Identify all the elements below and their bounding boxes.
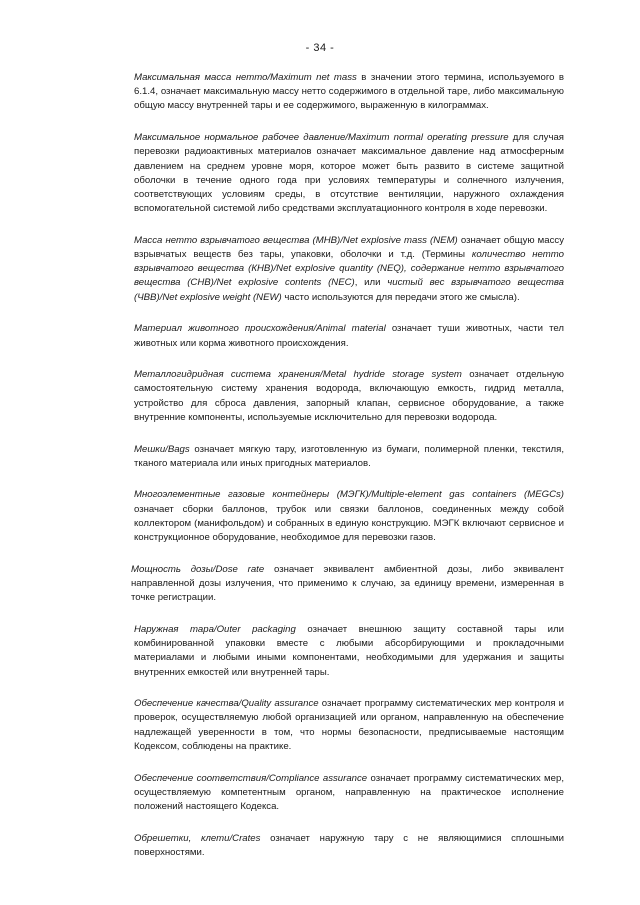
definition-text: , или <box>354 277 388 289</box>
definition-text: означает программу систематических мер контроля и проверок, осуществляемую любой организацией или органом, направленную на обеспечение надлежащей уверенности в том, что нормы безопасности, предписываемые настоящим Кодексом, соблюдены на практике. <box>134 698 564 752</box>
page-number: - 34 - <box>305 42 335 54</box>
definition-paragraph <box>134 71 564 114</box>
definition-paragraph <box>134 131 564 216</box>
definition-term: Металлогидридная система хранения/Metal hydride storage system <box>134 369 462 381</box>
definition-text: означает программу систематических мер, осуществляемую компетентным органом, направленную на практическое исполнение положений настоящего Кодекса. <box>134 772 564 812</box>
definition-text: означает сборки баллонов, трубок или связки баллонов, соединенных между собой коллектором (манифольдом) и собранных в единую конструкцию. МЭГК включают сервисное и конструкционное оборудование, необходимое для перевозки газов. <box>134 503 564 544</box>
definition-inline-term: чистый вес взрывчатого вещества (ЧВВ)/Net explosive weight (NEW) <box>134 277 564 303</box>
definition-term: Многоэлементные газовые контейнеры (МЭГК)/Multiple-element gas containers (MEGCs) <box>134 489 564 501</box>
definition-text: означает общую массу взрывчатых веществ без тары, упаковки, оболочки и т.д. (Термины <box>134 234 565 261</box>
definition-term: Мощность дозы/Dose rate <box>131 563 265 575</box>
definition-text: означает отдельную самостоятельную систему хранения водорода, включающую емкость, гидрид металла, устройство для сброса давления, запорный клапан, сервисное оборудование, а также внутренние компоненты, используемые исключительно для перевозки водорода. <box>134 369 564 423</box>
definition-paragraph <box>134 832 564 860</box>
definition-term: Обрешетки, клети/Crates <box>134 832 261 844</box>
definition-paragraph <box>134 623 564 680</box>
definition-paragraph <box>134 368 564 425</box>
definition-term: Обеспечение качества/Quality assurance <box>134 698 319 710</box>
definition-text: означает туши животных, части тел животных или корма животного происхождения. <box>134 323 565 349</box>
definition-text: часто используются для передачи этого же смысла). <box>281 291 520 303</box>
definition-paragraph <box>134 488 564 545</box>
definition-paragraph <box>134 322 564 350</box>
definition-term: Мешки/Bags <box>134 443 190 455</box>
definition-term: Масса нетто взрывчатого вещества (МНВ)/Net explosive mass (NEM) <box>134 234 458 246</box>
definition-text: означает наружную тару с не являющимися сплошными поверхностями. <box>134 832 565 858</box>
definition-text: означает эквивалент амбиентной дозы, либо эквивалент направленной дозы излучения, что применимо к случаю, за единицу времени, измеренная в точке регистрации. <box>131 563 564 604</box>
definition-paragraph <box>134 234 564 305</box>
definition-paragraph <box>134 697 564 754</box>
definition-paragraph <box>134 443 564 471</box>
definition-text: означает внешнюю защиту составной тары или комбинированной упаковки вместе с любыми абсорбирующими и прокладочными материалами и любыми иными компонентами, необходимыми для удержания и защиты внутренних емкостей или внутренней тары. <box>134 623 564 678</box>
definition-term: Максимальная масса нетто/Maximum net mass <box>134 72 357 83</box>
definition-term: Наружная тара/Outer packaging <box>134 623 296 635</box>
document-body <box>131 71 565 878</box>
definition-text: в значении этого термина, используемого в 6.1.4, означает максимальную массу нетто содержимого в отдельной таре, либо максимальную общую массу внутренней тары и ее содержимого, выраженную в килограммах. <box>134 72 564 112</box>
definition-term: Обеспечение соответствия/Compliance assurance <box>134 772 368 784</box>
definition-text: для случая перевозки радиоактивных материалов означает максимальное давление над атмосферным давлением на среднем уровне моря, которое может быть развито в системе защитной оболочки в течение одного года при условиях температуры и солнечного излучения, соответствующих условиям среды, в отсутствие вентиляции, наружного охлаждения вспомогательной системой либо средствами эксплуатационного контроля в ходе перевозки. <box>134 132 564 215</box>
definition-text: означает мягкую тару, изготовленную из бумаги, полимерной пленки, текстиля, тканого материала или иных пригодных материалов. <box>134 443 564 469</box>
definition-inline-term: количество нетто взрывчатого вещества (КНВ)/Net explosive quantity (NEQ), содержание нетто взрывчатого вещества (СНВ)/Net explosive contents (NEC) <box>134 249 564 289</box>
definition-paragraph <box>134 772 564 815</box>
definition-term: Материал животного происхождения/Animal material <box>134 323 386 335</box>
definition-term: Максимальное нормальное рабочее давление/Maximum normal operating pressure <box>134 132 509 144</box>
definition-paragraph <box>131 563 564 606</box>
